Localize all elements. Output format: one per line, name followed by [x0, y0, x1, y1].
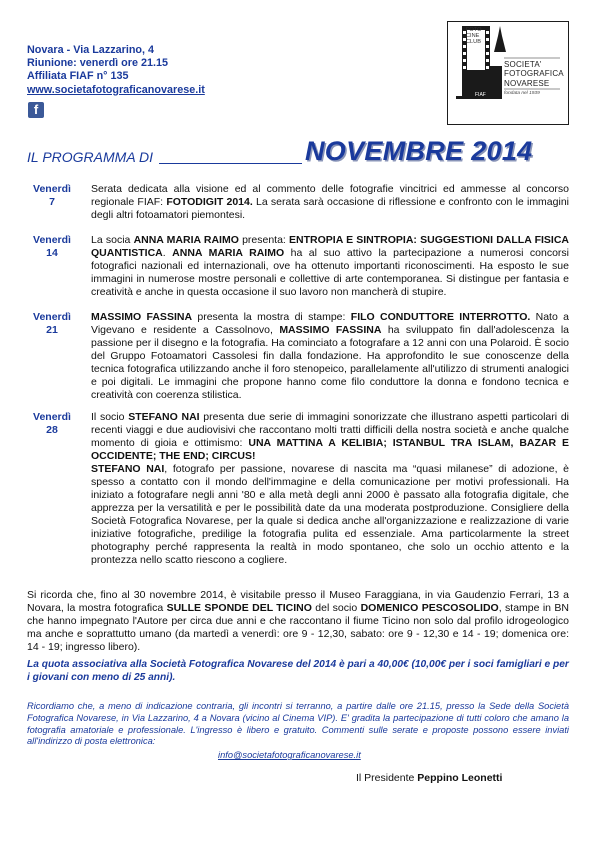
event-text-7: Serata dedicata alla visione ed al commento delle fotografie vincitrici ed ammesse al concorso regionale FIAF: FOTODIGIT 2014. La serata sarà occasione di riflessione e confronto con le immagini degli altri fotoamatori piemontesi. [91, 183, 569, 221]
signature [356, 772, 502, 784]
event-text-28 [91, 411, 569, 567]
website-link[interactable]: www.societafotograficanovarese.it [27, 83, 205, 96]
event-text-21: MASSIMO FASSINA presenta la mostra di stampe: FILO CONDUTTORE INTERROTTO. Nato a Vigevano e residente a Cassolnovo, MASSIMO FASSINA ha sviluppato fin dall'adolescenza la passione per il disegno e la fotografia. Ha cominciato a fotografare a 12 anni con una Polaroid. È socio del Gruppo Fotoamatori Cassolesi fin dalla fondazione. Ha approfondito le sue conoscenze della tecnica fotografica utilizzando anche il foro stenopeico, parallelamente all'utilizzo di strumenti analogici e poi digitali. Le immagini che propone hanno come filo conduttore la donna e fondono tecnica e creatività con coerenza stilistica. [91, 311, 570, 401]
event-day-28: Venerdì 28 [33, 411, 71, 436]
membership-fee: La quota associativa alla Società Fotografica Novarese del 2014 è pari a 40,00€ (10,00€ per i soci famigliari e per i giovani con meno di 25 anni). [27, 659, 569, 683]
event-day-21: Venerdì 21 [33, 311, 71, 336]
event-28-intro: Il socio STEFANO NAI presenta due serie di immagini sonorizzate che illustrano aspetti particolari di recenti viaggi e due audiovisivi che raccontano molti tratti difficili della nostra società e anche qualche momento di gioia e ottimismo: UNA MATTINA A KELIBIA; ISTANBUL TRA ISLAM, BAZAR E OCCIDENTE; THE END; CIRCUS! [91, 411, 569, 462]
program-label: IL PROGRAMMA DI [27, 149, 154, 165]
logo-small-text: FOTO CINE CLUB [466, 27, 482, 46]
event-28-bio: STEFANO NAI, fotografo per passione, novarese di nascita ma “quasi milanese” di adozione, è spesso a contatto con il mondo dell'immagine e della comunicazione per motivi professionali. Ha iniziato a fotografare negli anni '80 e alla metà degli anni 2000 è passato alla fotografia digitale, che apprezza per la versatilità e per le possibilità date da una moderata postproduzione. Consigliere della Società Fotografica Novarese, per la quale si dedica anche all'organizzazione e realizzazione di varie iniziative fotografiche, predilige la fotografia pulita ed essenziale. Ama particolarmente la street photography perché rappresenta la realtà in modo spontaneo, che solo un occhio attento e la prontezza nello scatto riescono a cogliere. [91, 463, 569, 566]
club-meeting: Riunione: venerdì ore 21.15 [27, 57, 169, 70]
event-day-14: Venerdì 14 [33, 234, 71, 259]
club-address: Novara - Via Lazzarino, 4 [27, 44, 155, 56]
email-link[interactable]: info@societafotograficanovarese.it [218, 750, 361, 760]
club-info [27, 44, 327, 97]
logo-founded: fondata nel 1939 [504, 91, 540, 96]
program-month: NOVEMBRE 2014 [305, 136, 533, 166]
signature-name: Peppino Leonetti [417, 772, 503, 784]
reminder-text: Ricordiamo che, a meno di indicazione contraria, gli incontri si terranno, a partire dalle ore 21.15, presso la Sede della Società Fotografica Novarese, in Via Lazzarino, 4 a Novara (vicino al Cinema VIP). E' gradita la partecipazione di tutti coloro che amano la fotografia amatoriale e professionale. L'ingresso è libero e gratuito. Commenti sulle serate e proposte possono essere inviati all'indirizzo di posta elettronica: [27, 701, 569, 747]
program-underline [159, 163, 302, 164]
logo-title: SOCIETA' FOTOGRAFICA NOVARESE [504, 60, 564, 88]
facebook-icon[interactable]: f [28, 102, 44, 118]
exhibition-notice: Si ricorda che, fino al 30 novembre 2014, è visitabile presso il Museo Faraggiana, in via Gaudenzio Ferrari, 13 a Novara, la mostra fotografica SULLE SPONDE DEL TICINO del socio DOMENICO PESCOSOLIDO, stampe in BN che hanno impegnato l'Autore per circa due anni e che raccontano il fiume Ticino non solo dal profilo idrogeologico ma anche e soprattutto umano (da martedì a venerdì: ore 9 - 12,30, sabato: ore 9 - 12,30 e 14 - 19; domenica ore: 14 - 19; ingresso libero). [27, 589, 569, 653]
event-text-14: La socia ANNA MARIA RAIMO presenta: ENTROPIA E SINTROPIA: SUGGESTIONI DALLA FISICA QUANTISTICA. ANNA MARIA RAIMO ha al suo attivo la partecipazione a numerosi concorsi fotografici nazionali ed internazionali, ove ha ottenuto importanti riconoscimenti. Ha esposto le sue immagini in numerose mostre personali e collettive di arte contemporanea. Si distingue per fantasia e creatività e anche in questa occasione il suo lavoro non mancherà di stupire. [91, 234, 570, 298]
signature-label: Il Presidente [356, 772, 415, 784]
club-logo [447, 21, 569, 125]
logo-fiaf: FIAF [475, 92, 486, 98]
event-day-7: Venerdì 7 [33, 183, 71, 208]
club-affiliation: Affiliata FIAF n° 135 [27, 70, 129, 83]
